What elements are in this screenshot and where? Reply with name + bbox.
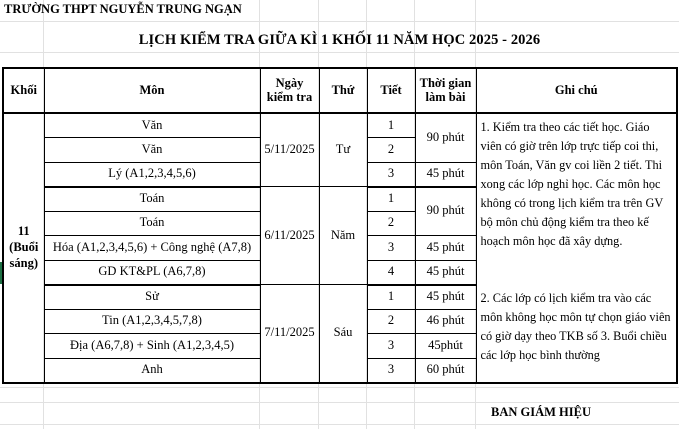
col-header-thoigian-line2: làm bài xyxy=(425,89,466,104)
col-header-ngay-line2: kiểm tra xyxy=(266,89,313,104)
period-cell: 4 xyxy=(367,260,415,285)
period-cell: 3 xyxy=(367,358,415,383)
gridline xyxy=(0,21,679,22)
period-cell: 3 xyxy=(367,334,415,359)
duration-cell: 45 phút xyxy=(415,236,476,261)
subject-cell: Địa (A6,7,8) + Sinh (A1,2,3,4,5) xyxy=(44,334,260,359)
col-header-thoigian xyxy=(415,68,476,113)
subject-cell: Lý (A1,2,3,4,5,6) xyxy=(44,162,260,187)
date-cell: 6/11/2025 xyxy=(260,187,319,285)
khoi-grade: 11 xyxy=(17,224,30,239)
page-title: LỊCH KIỂM TRA GIỮA KÌ 1 KHỐI 11 NĂM HỌC 2025 - 2026 xyxy=(138,32,541,48)
duration-cell: 90 phút xyxy=(415,187,476,236)
period-cell: 2 xyxy=(367,138,415,163)
school-name: TRƯỜNG THPT NGUYỄN TRUNG NGẠN xyxy=(4,2,242,16)
col-header-ngay xyxy=(260,68,319,113)
col-header-ghichu: Ghi chú xyxy=(476,68,677,113)
period-cell: 2 xyxy=(367,309,415,334)
weekday-cell: Tư xyxy=(319,113,367,187)
note-2: 2. Các lớp có lịch kiểm tra vào các môn không học môn tự chọn giáo viên có giờ dạy theo TKB số 3. Buổi chiều các lớp học bình thường xyxy=(476,285,677,383)
period-cell: 2 xyxy=(367,211,415,236)
duration-cell: 45 phút xyxy=(415,260,476,285)
duration-cell: 46 phút xyxy=(415,309,476,334)
subject-cell: Anh xyxy=(44,358,260,383)
col-header-khoi: Khối xyxy=(3,68,44,113)
gridline xyxy=(0,52,679,53)
gridline xyxy=(0,402,679,403)
subject-cell: Văn xyxy=(44,113,260,138)
subject-cell: Tin (A1,2,3,4,5,7,8) xyxy=(44,309,260,334)
exam-schedule-table xyxy=(2,67,678,384)
duration-cell: 60 phút xyxy=(415,358,476,383)
subject-cell: Toán xyxy=(44,211,260,236)
date-cell: 7/11/2025 xyxy=(260,285,319,383)
duration-cell: 90 phút xyxy=(415,113,476,162)
period-cell: 1 xyxy=(367,187,415,212)
table-row xyxy=(3,113,677,138)
period-cell: 1 xyxy=(367,113,415,138)
subject-cell: Văn xyxy=(44,138,260,163)
subject-cell: Sử xyxy=(44,285,260,310)
col-header-tiet: Tiết xyxy=(367,68,415,113)
period-cell: 1 xyxy=(367,285,415,310)
weekday-cell: Sáu xyxy=(319,285,367,383)
khoi-cell xyxy=(3,113,44,383)
note-1: 1. Kiểm tra theo các tiết học. Giáo viên có giờ trên lớp trực tiếp coi thi, môn Toán, Văn gv coi liền 2 tiết. Thi xong các lớp nghỉ học. Các môn học không có trong lịch kiểm tra trên GV bộ môn chủ động kiểm tra theo kế hoạch môn học đã xây dựng. xyxy=(476,113,677,285)
duration-cell: 45 phút xyxy=(415,162,476,187)
duration-cell: 45phút xyxy=(415,334,476,359)
header-row xyxy=(3,68,677,113)
gridline xyxy=(0,387,679,388)
gridline xyxy=(0,424,679,425)
col-header-thoigian-line1: Thời gian xyxy=(419,75,472,90)
col-header-mon: Môn xyxy=(44,68,260,113)
subject-cell: GD KT&PL (A6,7,8) xyxy=(44,260,260,285)
date-cell: 5/11/2025 xyxy=(260,113,319,187)
khoi-session-line1: (Buổi xyxy=(9,239,39,254)
subject-cell: Hóa (A1,2,3,4,5,6) + Công nghệ (A7,8) xyxy=(44,236,260,261)
khoi-session-line2: sáng) xyxy=(9,255,38,270)
duration-cell: 45 phút xyxy=(415,285,476,310)
col-header-thu: Thứ xyxy=(319,68,367,113)
table-row xyxy=(3,285,677,310)
period-cell: 3 xyxy=(367,236,415,261)
signature-label: BAN GIÁM HIỆU xyxy=(491,405,592,419)
weekday-cell: Năm xyxy=(319,187,367,285)
subject-cell: Toán xyxy=(44,187,260,212)
period-cell: 3 xyxy=(367,162,415,187)
col-header-ngay-line1: Ngày xyxy=(275,75,304,90)
